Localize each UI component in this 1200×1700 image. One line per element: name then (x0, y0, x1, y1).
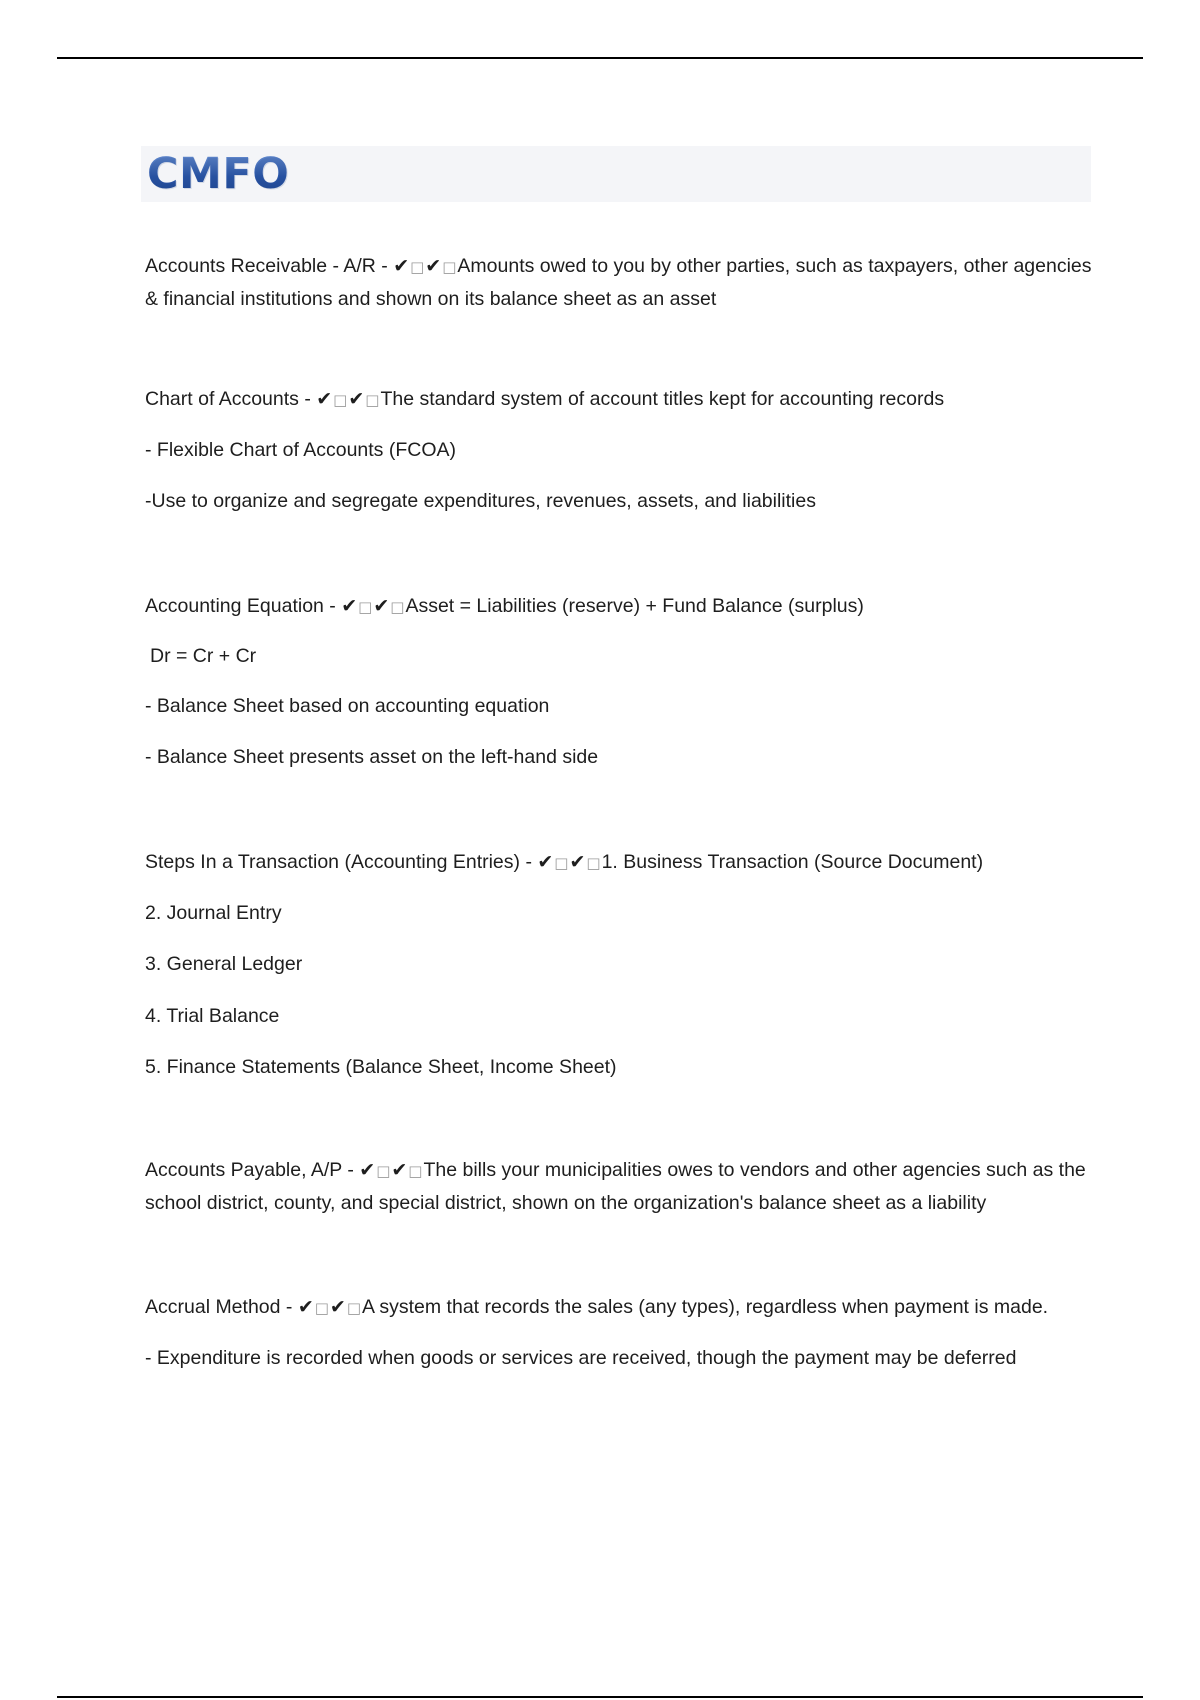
checkmark-icon: ✔□✔□ (341, 595, 406, 617)
entry-note: - Balance Sheet based on accounting equation (145, 695, 550, 717)
entry-definition: The bills your municipalities owes to vendors and other agencies such as the school district, county, and special district, shown on the organization's balance sheet as a liability (145, 1159, 1086, 1214)
bottom-rule (57, 1696, 1143, 1698)
entry-term: Accounts Payable, A/P - (145, 1159, 360, 1181)
entry-definition: Asset = Liabilities (reserve) + Fund Balance (surplus) (405, 595, 864, 617)
entry-term: Accounting Equation - (145, 595, 342, 617)
entry-note: - Balance Sheet presents asset on the left-hand side (145, 746, 599, 768)
checkmark-icon: ✔□✔□ (316, 388, 381, 410)
entry-definition: 1. Business Transaction (Source Document) (601, 851, 984, 873)
checkmark-icon: ✔□✔□ (393, 255, 458, 277)
entry-note: 2. Journal Entry (145, 902, 282, 924)
checkmark-icon: ✔□✔□ (537, 851, 602, 873)
flashcard-entry (145, 250, 1095, 315)
entry-definition: Amounts owed to you by other parties, such as taxpayers, other agencies & financial institutions and shown on its balance sheet as an asset (145, 255, 1092, 310)
entry-main (145, 1291, 1095, 1324)
entry-term: Accounts Receivable - A/R - (145, 255, 394, 277)
entry-definition: A system that records the sales (any types), regardless when payment is made. (362, 1296, 1049, 1318)
entry-note: 4. Trial Balance (145, 1005, 280, 1027)
entry-note: Dr = Cr + Cr (150, 645, 257, 667)
entry-term: Accrual Method - (145, 1296, 298, 1318)
entry-term: Steps In a Transaction (Accounting Entries) - (145, 851, 538, 873)
entry-note: 3. General Ledger (145, 953, 303, 975)
flashcard-entry (145, 383, 1095, 517)
top-rule (57, 57, 1143, 59)
document-title: CMFO (147, 149, 290, 199)
flashcard-entry (145, 1154, 1095, 1219)
flashcard-entry (145, 1291, 1095, 1374)
entry-main (145, 383, 1095, 416)
entry-main (145, 250, 1095, 315)
entry-main (145, 846, 1095, 879)
entry-note: - Flexible Chart of Accounts (FCOA) (145, 439, 457, 461)
checkmark-icon: ✔□✔□ (297, 1296, 363, 1318)
entry-note: - Expenditure is recorded when goods or services are received, though the payment may be deferred (145, 1347, 1017, 1369)
entry-note: -Use to organize and segregate expenditures, revenues, assets, and liabilities (145, 490, 816, 512)
checkmark-icon: ✔□✔□ (359, 1159, 424, 1181)
title-banner (141, 146, 1091, 202)
entry-term: Chart of Accounts - (145, 388, 317, 410)
entry-note: 5. Finance Statements (Balance Sheet, Income Sheet) (145, 1056, 617, 1078)
entry-main (145, 590, 1095, 623)
flashcard-entry (145, 590, 1095, 773)
entry-main (145, 1154, 1095, 1219)
flashcard-list (145, 250, 1095, 1374)
flashcard-entry (145, 846, 1095, 1083)
entry-definition: The standard system of account titles kept for accounting records (380, 388, 945, 410)
